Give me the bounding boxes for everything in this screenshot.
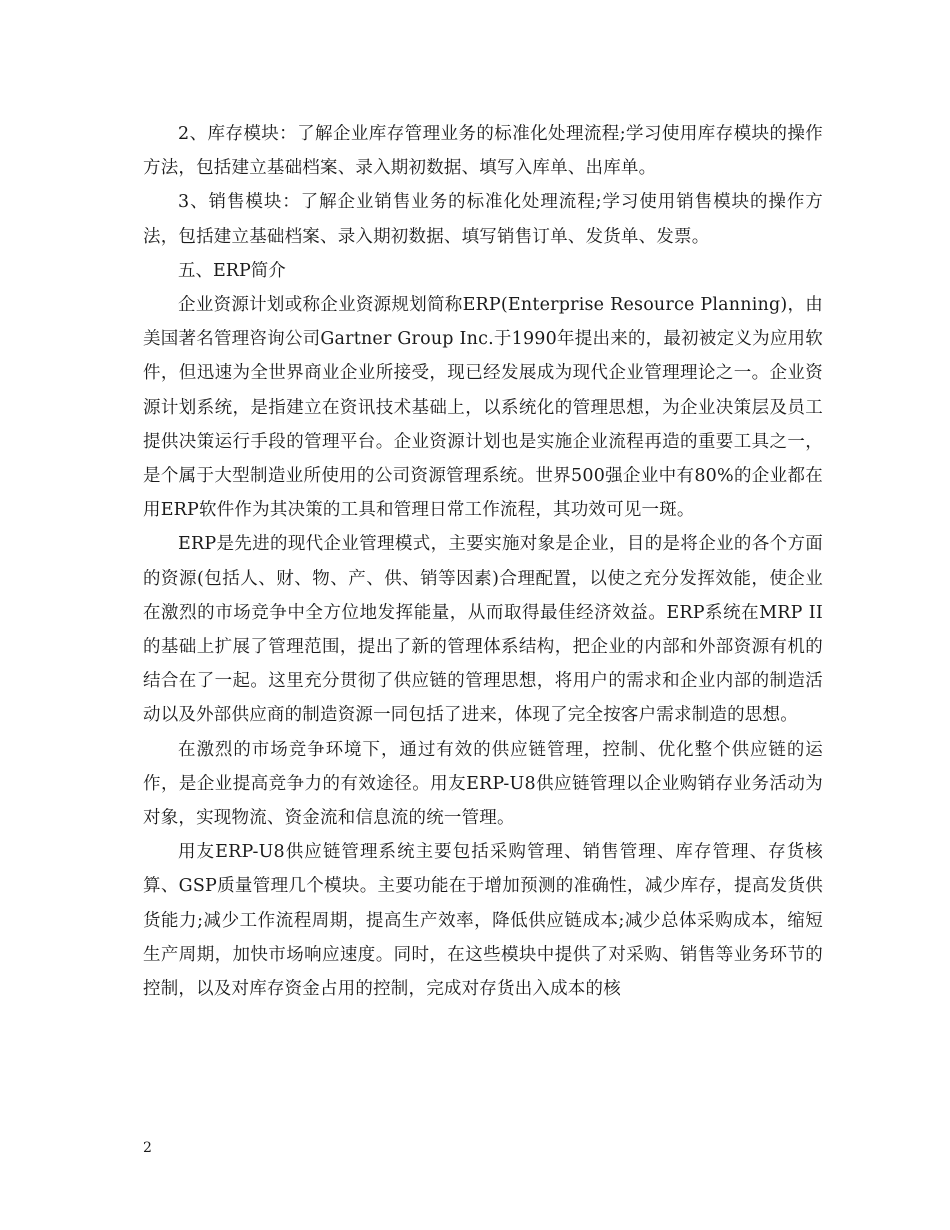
paragraph-inventory-module: 2、库存模块：了解企业库存管理业务的标准化处理流程;学习使用库存模块的操作方法，包括建立基础档案、录入期初数据、填写入库单、出库单。 — [143, 124, 823, 179]
page-number: 2 — [143, 1140, 152, 1156]
paragraph-erp-management-mode: ERP是先进的现代企业管理模式，主要实施对象是企业，目的是将企业的各个方面的资源(包括人、财、物、产、供、销等因素)合理配置，以使之充分发挥效能，使企业在激烈的市场竞争中全方位地发挥能量，从而取得最佳经济效益。ERP系统在MRP II的基础上扩展了管理范围，提出了新的管理体系结构，把企业的内部和外部资源有机的结合在了一起。这里充分贯彻了供应链的管理思想，将用户的需求和企业内部的制造活动以及外部供应商的制造资源一同包括了进来，体现了完全按客户需求制造的思想。 — [143, 534, 823, 726]
paragraph-u8-modules: 用友ERP-U8供应链管理系统主要包括采购管理、销售管理、库存管理、存货核算、GSP质量管理几个模块。主要功能在于增加预测的准确性，减少库存，提高发货供货能力;减少工作流程周期，提高生产效率，降低供应链成本;减少总体采购成本，缩短生产周期，加快市场响应速度。同时，在这些模块中提供了对采购、销售等业务环节的控制，以及对库存资金占用的控制，完成对存货出入成本的核 — [143, 842, 823, 1000]
paragraph-sales-module: 3、销售模块：了解企业销售业务的标准化处理流程;学习使用销售模块的操作方法，包括建立基础档案、录入期初数据、填写销售订单、发货单、发票。 — [143, 192, 823, 247]
page-content — [143, 117, 823, 1006]
paragraph-supply-chain: 在激烈的市场竞争环境下，通过有效的供应链管理，控制、优化整个供应链的运作，是企业提高竞争力的有效途径。用友ERP-U8供应链管理以企业购销存业务活动为对象，实现物流、资金流和信息流的统一管理。 — [143, 739, 823, 829]
section-heading-erp-intro: 五、ERP简介 — [178, 260, 286, 281]
paragraph-erp-definition: 企业资源计划或称企业资源规划简称ERP(Enterprise Resource Planning)，由美国著名管理咨询公司Gartner Group Inc.于1990年提出来的，最初被定义为应用软件，但迅速为全世界商业企业所接受，现已经发展成为现代企业管理理论之一。企业资源计划系统，是指建立在资讯技术基础上，以系统化的管理思想，为企业决策层及员工提供决策运行手段的管理平台。企业资源计划也是实施企业流程再造的重要工具之一，是个属于大型制造业所使用的公司资源管理系统。世界500强企业中有80%的企业都在用ERP软件作为其决策的工具和管理日常工作流程，其功效可见一斑。 — [143, 295, 823, 521]
